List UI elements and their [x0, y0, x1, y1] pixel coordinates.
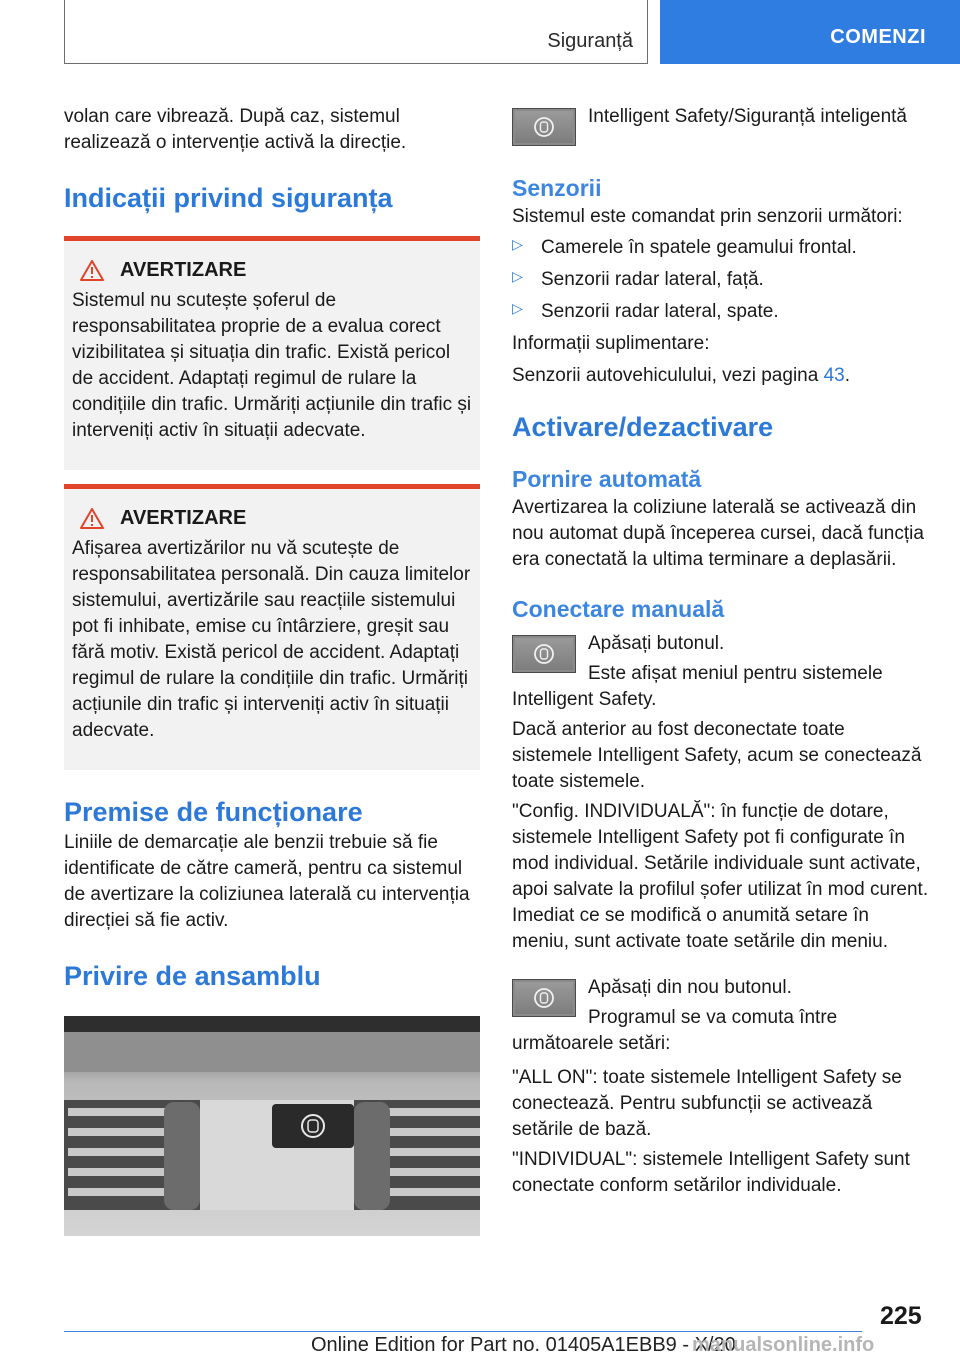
dashboard-photo: [64, 1016, 480, 1236]
manual-step-1: [512, 629, 930, 713]
header-chapter-tab: [660, 0, 960, 64]
header-chapter-title: COMENZI: [830, 25, 926, 48]
press-again-text: Apăsați din nou butonul.: [588, 977, 792, 998]
list-item: ▷ Senzorii radar lateral, spate.: [512, 299, 930, 325]
intelligent-safety-button: [272, 1104, 354, 1148]
left-column: [64, 100, 480, 1042]
warning-box-2: [64, 484, 480, 770]
heading-auto-start: Pornire automată: [512, 466, 702, 492]
auto-paragraph: Avertizarea la coliziune laterală se activează din nou automat după începerea cursei, dacă funcția era conectată la ultima terminare a deplasării.: [512, 497, 924, 570]
heading-activation: Activare/dezactivare: [512, 412, 774, 442]
intelligent-safety-button-icon: [512, 979, 576, 1017]
bullet-triangle-icon: ▷: [512, 300, 523, 316]
right-column: [512, 100, 930, 1199]
right-air-vent: [354, 1100, 480, 1210]
individual-paragraph: "INDIVIDUAL": sistemele Intelligent Safety sunt conectate conform setărilor individuale.: [512, 1149, 910, 1196]
info-label: Informații suplimentare:: [512, 333, 710, 354]
bullet-triangle-icon: ▷: [512, 268, 523, 284]
intelligent-safety-button-icon: [512, 635, 576, 673]
sensors-intro: Sistemul este comandat prin senzorii următori:: [512, 206, 903, 227]
warning-title-1: AVERTIZARE: [80, 259, 472, 282]
heading-safety: Indicații privind siguranța: [64, 183, 393, 213]
warning-box-1: [64, 236, 480, 470]
config-individual-paragraph: "Config. INDIVIDUALĂ": în funcție de dotare, sistemele Intelligent Safety pot fi configurate în mod individual. Setările individuale sunt activate, apoi salvate la profilul șofer utilizat în mod curent. Imediat ce se modifică o anumită setare în meniu, sunt activate toate setările din meniu.: [512, 801, 929, 952]
icon-caption-row: [512, 100, 930, 146]
list-item: ▷ Camerele în spatele geamului frontal.: [512, 235, 930, 261]
icon-caption: Intelligent Safety/Siguranță inteligentă: [588, 106, 907, 127]
header-section-box: [64, 0, 648, 64]
warning-triangle-icon: [80, 260, 104, 281]
list-item: ▷ Senzorii radar lateral, față.: [512, 267, 930, 293]
premise-paragraph: Liniile de demarcație ale benzii trebuie să fie identificate de către cameră, pentru ca sistemul de avertizare la coliziunea laterală cu intervenția direcției să fie activ.: [64, 832, 470, 931]
warning-title-2: AVERTIZARE: [80, 507, 472, 530]
warning-text-2: Afișarea avertizărilor nu vă scutește de responsabilitatea personală. Din cauza limitelor sistemului, avertizările sau reacțiile sistemului pot fi inhibate, emise cu întârziere, greșit sau fără motiv. Există pericol de accident. Adaptați regimul de rulare la condițiile din trafic. Urmăriți acțiunile din trafic și interveniți activ în situații adecvate.: [72, 538, 471, 741]
bullet-triangle-icon: ▷: [512, 236, 523, 252]
heading-overview: Privire de ansamblu: [64, 961, 321, 991]
footer-divider: [64, 1331, 862, 1332]
intelligent-safety-button-icon: [512, 108, 576, 146]
intro-paragraph: volan care vibrează. După caz, sistemul realizează o intervenție activă la direcție.: [64, 106, 407, 153]
menu-shown-text: Este afișat meniul pentru sistemele Intelligent Safety.: [512, 663, 883, 710]
footer-edition: Online Edition for Part no. 01405A1EBB9 - X/20: [311, 1334, 736, 1356]
program-switch-text: Programul se va comuta între următoarele setări:: [512, 1007, 838, 1054]
info-reference: Senzorii autovehiculului, vezi pagina 43.: [512, 365, 851, 386]
heading-premise: Premise de funcționare: [64, 797, 363, 827]
warning-text-1: Sistemul nu scutește șoferul de responsabilitatea proprie de a evalua corect vizibilitatea și situația din trafic. Există pericol de accident. Adaptați regimul de rulare la condițiile din trafic. Urmăriți acțiunile din trafic și interveniți activ în situații adecvate.: [72, 290, 472, 441]
heading-manual: Conectare manuală: [512, 596, 725, 622]
page-number: 225: [880, 1302, 922, 1330]
page-link[interactable]: 43: [823, 365, 845, 386]
disconnected-paragraph: Dacă anterior au fost deconectate toate sistemele Intelligent Safety, acum se conectează toate sistemele.: [512, 719, 922, 792]
watermark: manualsonline.info: [692, 1334, 875, 1356]
heading-sensors: Senzorii: [512, 175, 602, 201]
left-air-vent: [64, 1100, 200, 1210]
header-section-title: Siguranță: [547, 30, 633, 52]
manual-step-2: [512, 973, 930, 1057]
warning-triangle-icon: [80, 508, 104, 529]
press-button-text: Apăsați butonul.: [588, 633, 725, 654]
all-on-paragraph: "ALL ON": toate sistemele Intelligent Safety se conectează. Pentru subfuncții se activează setările de bază.: [512, 1067, 902, 1140]
